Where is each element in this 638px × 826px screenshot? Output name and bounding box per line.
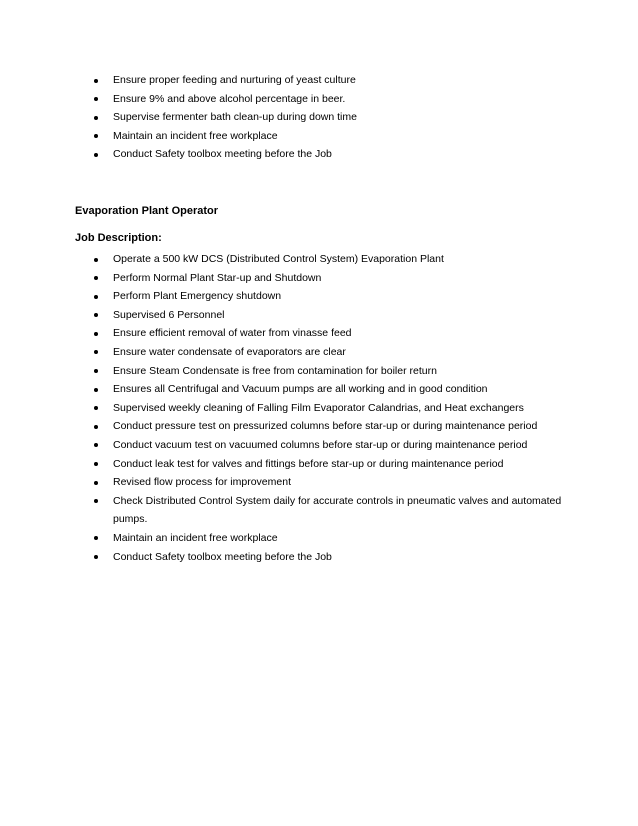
- list-item: [0, 492, 638, 529]
- list-item-text: Maintain an incident free workplace: [113, 129, 278, 142]
- list-item-text: Ensure efficient removal of water from vinasse feed: [113, 327, 352, 340]
- bullet-icon: [94, 276, 98, 280]
- list-item-text: Perform Plant Emergency shutdown: [113, 290, 282, 303]
- bullet-icon: [94, 499, 98, 503]
- list-item: [0, 306, 638, 325]
- list-item: [0, 145, 638, 164]
- list-item: [0, 436, 638, 455]
- list-item-text: Supervised 6 Personnel: [113, 308, 225, 321]
- bullet-icon: [94, 555, 98, 559]
- list-item-text: Ensure Steam Condensate is free from contamination for boiler return: [113, 364, 437, 377]
- list-item-text: Perform Normal Plant Star-up and Shutdown: [113, 271, 322, 284]
- list-item-text: Conduct leak test for valves and fittings before star-up or during maintenance period: [113, 457, 504, 470]
- list-item-text: Ensure proper feeding and nurturing of yeast culture: [113, 74, 356, 86]
- list-item: [0, 90, 638, 109]
- list-item-text: Operate a 500 kW DCS (Distributed Control System) Evaporation Plant: [113, 253, 444, 265]
- responsibilities-list-top: [0, 71, 638, 164]
- bullet-icon: [94, 153, 98, 157]
- section-title: Evaporation Plant Operator: [75, 205, 219, 217]
- bullet-icon: [94, 388, 98, 392]
- list-item-text: Maintain an incident free workplace: [113, 531, 278, 544]
- bullet-icon: [94, 97, 98, 101]
- list-item: [0, 380, 638, 399]
- list-item: [0, 473, 638, 492]
- list-item-text: Revised flow process for improvement: [113, 476, 291, 489]
- list-item: [0, 455, 638, 474]
- list-item: [0, 362, 638, 381]
- list-item-text: Ensure 9% and above alcohol percentage in beer.: [113, 92, 346, 105]
- list-item: [0, 287, 638, 306]
- list-item-text: Conduct Safety toolbox meeting before the Job: [113, 550, 332, 563]
- list-item: [0, 417, 638, 436]
- list-item-text: Check Distributed Control System daily for accurate controls in pneumatic valves and automated pumps.: [113, 494, 562, 526]
- bullet-icon: [94, 536, 98, 540]
- bullet-icon: [94, 295, 98, 299]
- list-item-text: Conduct Safety toolbox meeting before the Job: [113, 148, 332, 161]
- list-item-text: Supervise fermenter bath clean-up during down time: [113, 111, 357, 124]
- list-item: [0, 529, 638, 548]
- bullet-icon: [94, 79, 98, 83]
- list-item: [0, 71, 638, 90]
- bullet-icon: [94, 350, 98, 354]
- list-item: [0, 324, 638, 343]
- list-item: [0, 127, 638, 146]
- bullet-icon: [94, 332, 98, 336]
- list-item-text: Ensure water condensate of evaporators are clear: [113, 345, 346, 358]
- bullet-icon: [94, 369, 98, 373]
- list-item: [0, 399, 638, 418]
- list-item-text: Conduct vacuum test on vacuumed columns before star-up or during maintenance period: [113, 438, 528, 451]
- list-item: [0, 250, 638, 269]
- bullet-icon: [94, 134, 98, 138]
- list-item-text: Ensures all Centrifugal and Vacuum pumps are all working and in good condition: [113, 383, 488, 396]
- bullet-icon: [94, 116, 98, 120]
- bullet-icon: [94, 462, 98, 466]
- bullet-icon: [94, 313, 98, 317]
- bullet-icon: [94, 406, 98, 410]
- list-item: [0, 269, 638, 288]
- list-item: [0, 108, 638, 127]
- list-item-text: Conduct pressure test on pressurized columns before star-up or during maintenance period: [113, 420, 538, 433]
- job-description-label: Job Description:: [75, 232, 162, 244]
- bullet-icon: [94, 425, 98, 429]
- list-item: [0, 343, 638, 362]
- bullet-icon: [94, 443, 98, 447]
- list-item-text: Supervised weekly cleaning of Falling Film Evaporator Calandrias, and Heat exchangers: [113, 401, 524, 414]
- bullet-icon: [94, 258, 98, 262]
- list-item: [0, 548, 638, 567]
- job-description-list: [0, 250, 638, 566]
- bullet-icon: [94, 481, 98, 485]
